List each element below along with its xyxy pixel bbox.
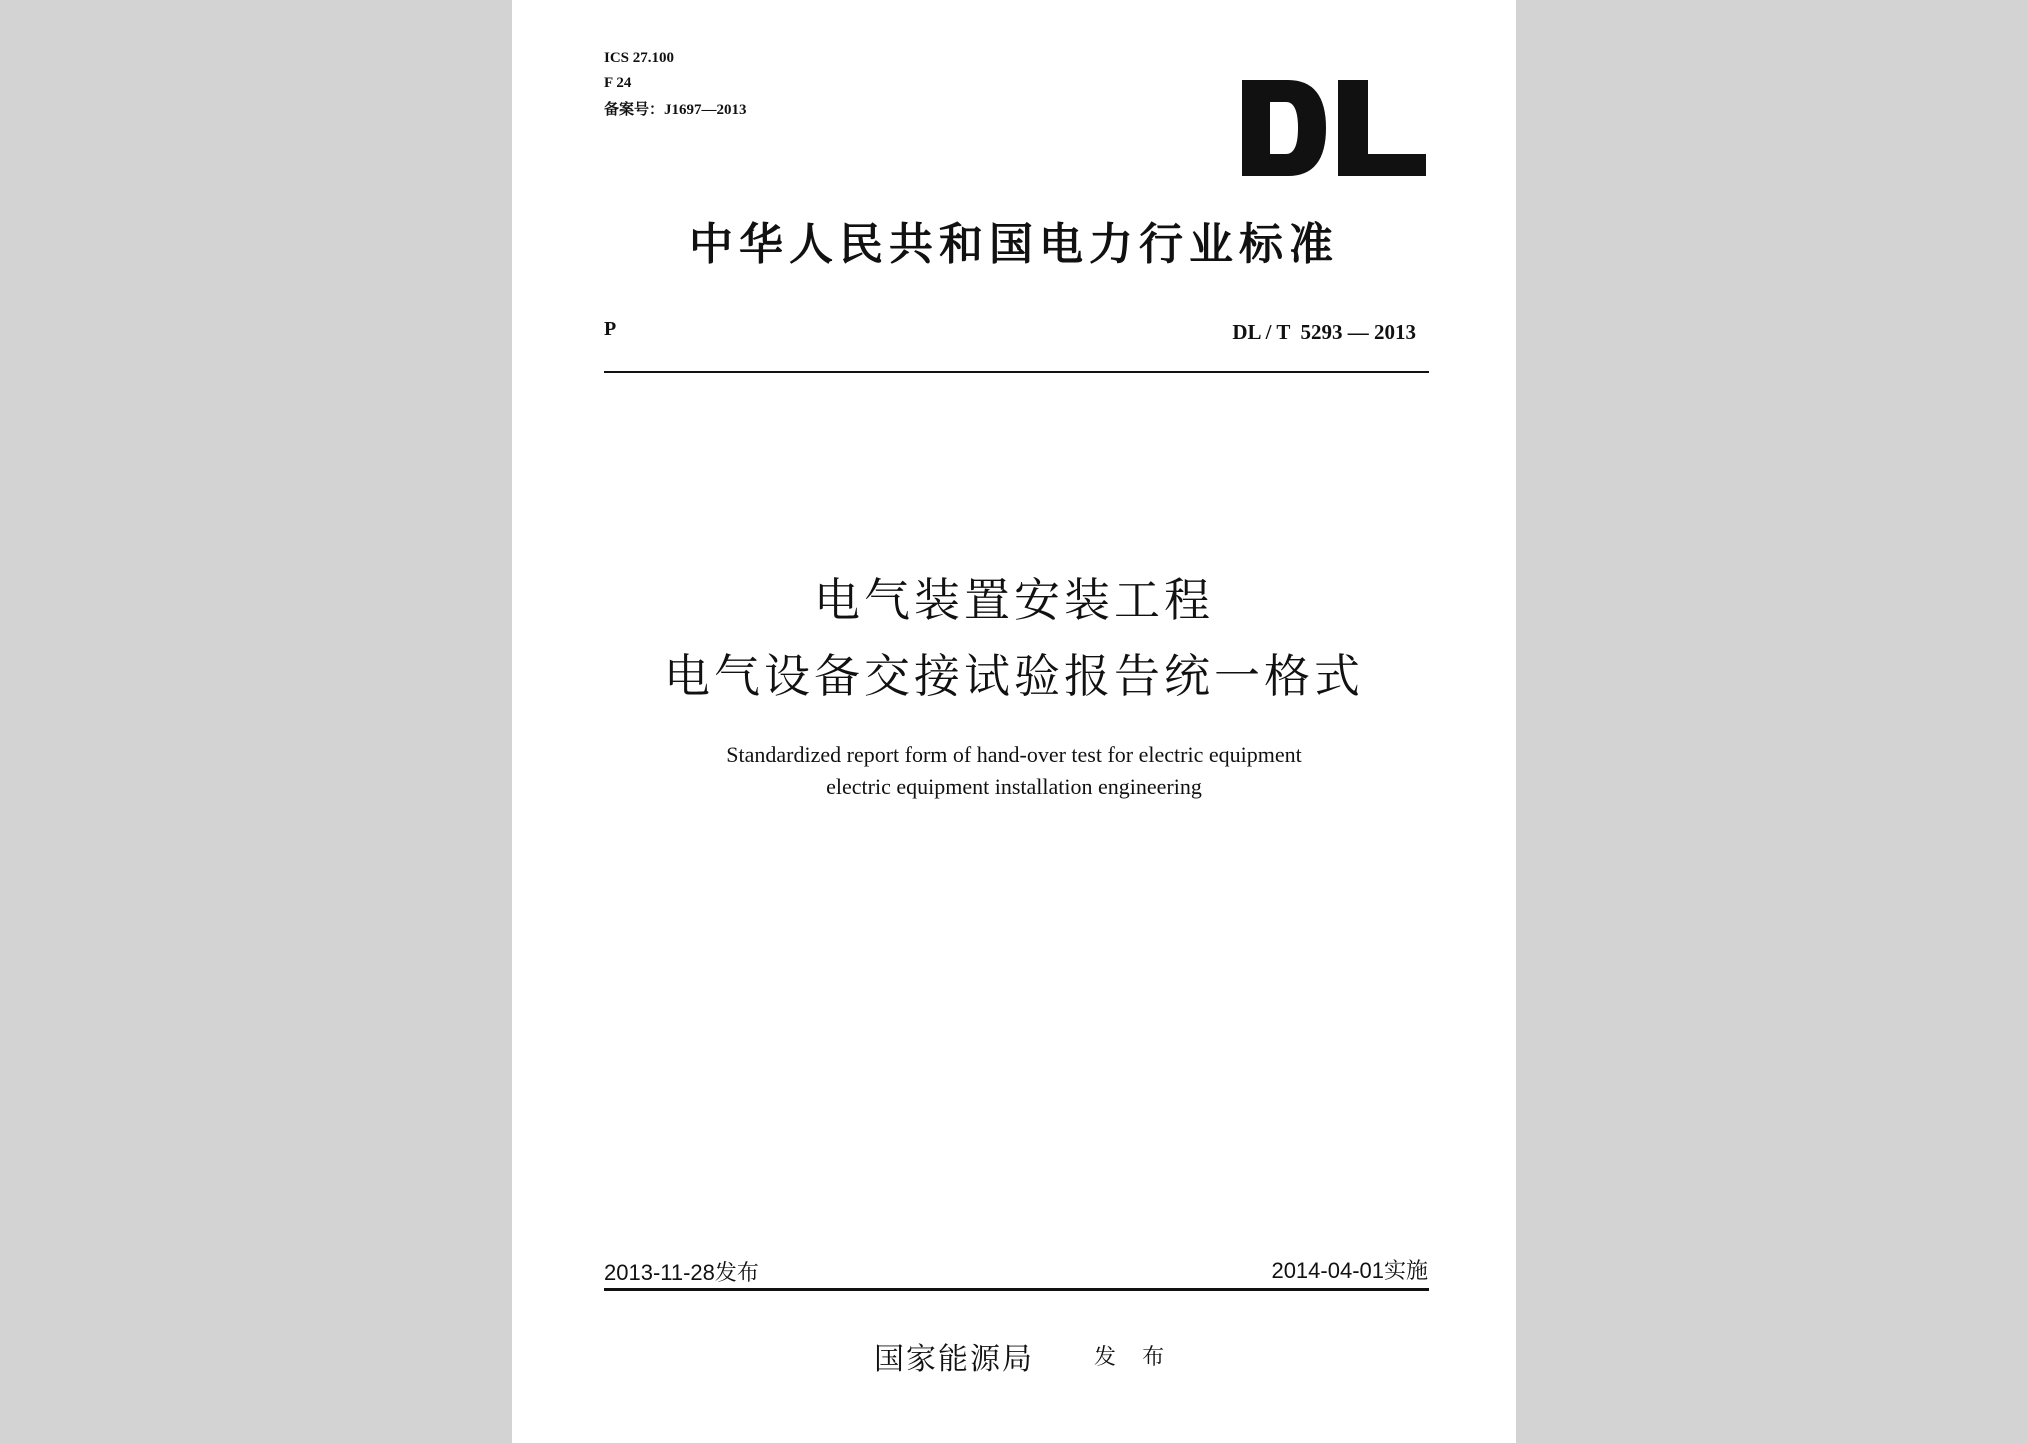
ics-code: ICS 27.100: [604, 50, 675, 66]
effective-date: 2014-04-01实施: [1271, 1258, 1428, 1283]
issue-label: 发 布: [1094, 1344, 1175, 1369]
document-title-en-line2: electric equipment installation engineering: [826, 774, 1202, 799]
footer-divider: [604, 1288, 1429, 1291]
dl-logo-l-shape: [1338, 80, 1426, 176]
standard-header-title: 中华人民共和国电力行业标准: [689, 220, 1339, 269]
document-title-cn-line1: 电气装置安装工程: [814, 574, 1214, 626]
dl-logo-d-shape: [1242, 80, 1326, 176]
document-page: [512, 0, 1516, 1443]
issuer-name: 国家能源局: [874, 1343, 1034, 1376]
record-number: 备案号：J1697—2013: [604, 102, 747, 118]
ccs-code: F 24: [604, 75, 632, 91]
document-title-cn-line2: 电气设备交接试验报告统一格式: [664, 650, 1364, 702]
issue-date: 2013-11-28发布: [604, 1260, 759, 1285]
dl-logo: [1230, 78, 1430, 178]
document-title-en-line1: Standardized report form of hand-over test for electric equipment: [726, 742, 1302, 767]
standard-number: DL / T 5293 — 2013: [1232, 320, 1416, 344]
category-code: P: [604, 318, 617, 340]
header-divider: [604, 371, 1429, 373]
